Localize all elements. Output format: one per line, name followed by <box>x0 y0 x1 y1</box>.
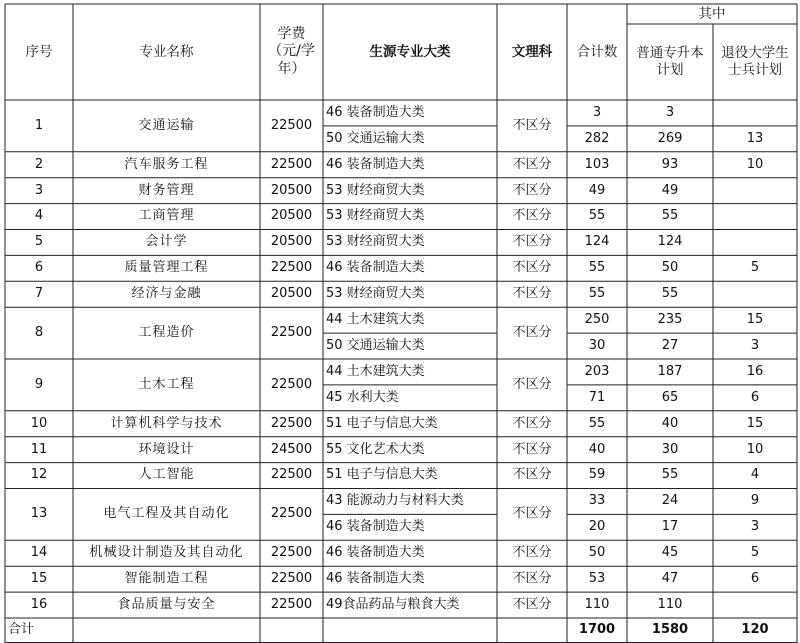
row-subject: 不区分 <box>512 596 552 612</box>
row-category: 46 装备制造大类 <box>326 545 425 561</box>
header-index: 序号 <box>25 43 53 60</box>
row-veteran: 3 <box>750 337 760 353</box>
row-major: 环境设计 <box>138 441 195 457</box>
row-subject: 不区分 <box>512 506 552 522</box>
row-category: 44 土木建筑大类 <box>326 363 425 379</box>
row-subject: 不区分 <box>512 571 552 586</box>
row-index: 3 <box>34 182 44 198</box>
row-subject: 不区分 <box>512 467 552 483</box>
row-major: 工商管理 <box>138 208 195 224</box>
row-index: 16 <box>30 596 48 612</box>
row-tuition: 22500 <box>270 376 313 392</box>
row-veteran: 4 <box>750 467 760 483</box>
row-tuition: 24500 <box>270 441 313 457</box>
row-regular: 47 <box>661 571 679 586</box>
row-tuition: 22500 <box>270 467 313 483</box>
row-subject: 不区分 <box>512 415 552 431</box>
row-subject: 不区分 <box>512 286 552 302</box>
row-tuition: 20500 <box>270 182 313 198</box>
row-regular: 40 <box>661 415 679 431</box>
row-index: 14 <box>30 545 48 561</box>
row-index: 12 <box>30 467 48 483</box>
row-total: 55 <box>588 415 606 431</box>
row-veteran <box>713 230 797 256</box>
row-index: 9 <box>34 376 44 392</box>
row-tuition: 20500 <box>270 208 313 224</box>
header-veteran: 退役大学生士兵计划 <box>721 45 789 78</box>
row-regular: 50 <box>661 260 679 276</box>
row-major: 汽车服务工程 <box>124 156 209 172</box>
row-subject: 不区分 <box>512 117 552 133</box>
row-category: 53 财经商贸大类 <box>326 234 425 250</box>
row-total: 49 <box>588 182 606 198</box>
row-major: 土木工程 <box>138 376 195 392</box>
row-tuition: 22500 <box>270 545 313 561</box>
row-category: 53 财经商贸大类 <box>326 208 425 224</box>
row-category: 45 水利大类 <box>326 389 399 405</box>
row-tuition: 22500 <box>270 156 313 172</box>
row-veteran: 6 <box>750 389 760 405</box>
row-index: 15 <box>30 571 48 586</box>
row-regular: 65 <box>661 389 679 405</box>
row-regular: 124 <box>657 234 683 250</box>
row-tuition: 22500 <box>270 415 313 431</box>
row-veteran: 13 <box>746 130 764 146</box>
row-major: 电气工程及其自动化 <box>103 506 230 522</box>
row-index: 5 <box>34 234 44 250</box>
header-total: 合计数 <box>576 43 618 60</box>
row-veteran: 10 <box>746 441 764 457</box>
row-tuition: 22500 <box>270 596 313 612</box>
footer-label: 合计 <box>8 622 35 638</box>
row-regular: 55 <box>661 286 679 302</box>
row-total: 203 <box>584 363 610 379</box>
header-major: 专业名称 <box>139 43 194 60</box>
row-veteran <box>713 204 797 230</box>
row-tuition: 22500 <box>270 571 313 586</box>
row-total: 71 <box>588 389 606 405</box>
row-index: 8 <box>34 324 44 340</box>
row-regular: 55 <box>661 467 679 483</box>
header-regular: 普通专升本计划 <box>636 45 704 78</box>
row-major: 机械设计制造及其自动化 <box>89 545 244 561</box>
row-major: 食品质量与安全 <box>117 596 216 612</box>
row-total: 20 <box>588 519 606 535</box>
row-category: 53 财经商贸大类 <box>326 286 425 302</box>
row-veteran: 6 <box>750 571 760 586</box>
row-major: 经济与金融 <box>131 286 202 302</box>
row-veteran: 5 <box>750 260 760 276</box>
row-category: 50 交通运输大类 <box>326 337 425 353</box>
row-regular: 45 <box>661 545 679 561</box>
header-group: 其中 <box>698 5 726 22</box>
row-major: 质量管理工程 <box>124 260 209 276</box>
row-category: 55 文化艺术大类 <box>326 441 425 457</box>
row-subject: 不区分 <box>512 545 552 561</box>
row-index: 6 <box>34 260 44 276</box>
row-major: 人工智能 <box>138 467 195 483</box>
row-category: 44 土木建筑大类 <box>326 312 425 327</box>
row-tuition: 22500 <box>270 260 313 276</box>
row-veteran <box>713 178 797 204</box>
row-total: 40 <box>588 441 606 457</box>
row-total: 124 <box>584 234 610 250</box>
row-major: 财务管理 <box>138 182 195 198</box>
row-category: 46 装备制造大类 <box>326 571 425 586</box>
row-veteran: 15 <box>746 312 764 327</box>
header-tuition: 学费（元/学年） <box>268 25 315 77</box>
row-regular: 269 <box>657 130 683 146</box>
row-veteran <box>713 281 797 307</box>
row-total: 55 <box>588 286 606 302</box>
row-major: 智能制造工程 <box>124 571 209 586</box>
row-tuition: 20500 <box>270 286 313 302</box>
footer-veteran: 120 <box>741 622 769 638</box>
row-regular: 3 <box>665 104 675 120</box>
row-category: 49食品药品与粮食大类 <box>326 596 460 612</box>
row-veteran <box>713 100 797 126</box>
row-subject: 不区分 <box>512 182 552 198</box>
row-regular: 93 <box>661 156 679 172</box>
row-total: 59 <box>588 467 606 483</box>
row-veteran: 16 <box>746 363 764 379</box>
row-total: 30 <box>588 337 606 353</box>
row-total: 110 <box>584 596 610 612</box>
row-veteran: 5 <box>750 545 760 561</box>
row-index: 13 <box>30 506 48 522</box>
row-index: 7 <box>34 286 44 302</box>
row-category: 46 装备制造大类 <box>326 519 425 535</box>
row-regular: 17 <box>661 519 679 535</box>
header-category: 生源专业大类 <box>369 43 451 60</box>
row-major: 交通运输 <box>138 117 195 133</box>
row-regular: 110 <box>657 596 683 612</box>
row-major: 工程造价 <box>138 324 195 340</box>
row-total: 53 <box>588 571 606 586</box>
row-subject: 不区分 <box>512 156 552 172</box>
row-regular: 30 <box>661 441 679 457</box>
row-veteran: 10 <box>746 156 764 172</box>
row-veteran <box>713 592 797 618</box>
row-regular: 24 <box>661 493 679 509</box>
row-category: 50 交通运输大类 <box>326 130 425 146</box>
row-major: 计算机科学与技术 <box>110 415 223 431</box>
row-category: 46 装备制造大类 <box>326 260 425 276</box>
row-total: 55 <box>588 208 606 224</box>
header-subject: 文理科 <box>511 43 553 60</box>
row-veteran: 15 <box>746 415 764 431</box>
row-total: 282 <box>584 130 610 146</box>
row-category: 53 财经商贸大类 <box>326 182 425 198</box>
row-category: 43 能源动力与材料大类 <box>326 493 464 509</box>
row-tuition: 22500 <box>270 506 313 522</box>
row-index: 10 <box>30 415 48 431</box>
row-index: 1 <box>34 117 44 133</box>
row-index: 2 <box>34 156 44 172</box>
row-regular: 235 <box>657 312 683 327</box>
row-veteran: 3 <box>750 519 760 535</box>
row-subject: 不区分 <box>512 324 552 340</box>
row-index: 4 <box>34 208 44 224</box>
row-category: 46 装备制造大类 <box>326 156 425 172</box>
row-category: 51 电子与信息大类 <box>326 467 438 483</box>
row-subject: 不区分 <box>512 208 552 224</box>
row-tuition: 22500 <box>270 324 313 340</box>
row-regular: 27 <box>661 337 679 353</box>
row-subject: 不区分 <box>512 260 552 276</box>
row-total: 50 <box>588 545 606 561</box>
footer-total: 1700 <box>578 622 616 638</box>
row-total: 250 <box>584 312 610 327</box>
row-total: 55 <box>588 260 606 276</box>
row-major: 会计学 <box>145 234 188 250</box>
footer-regular: 1580 <box>651 622 689 638</box>
row-total: 33 <box>588 493 606 509</box>
row-regular: 49 <box>661 182 679 198</box>
row-total: 3 <box>592 104 602 120</box>
row-tuition: 22500 <box>270 117 313 133</box>
row-regular: 187 <box>657 363 683 379</box>
row-tuition: 20500 <box>270 234 313 250</box>
row-subject: 不区分 <box>512 234 552 250</box>
row-regular: 55 <box>661 208 679 224</box>
row-subject: 不区分 <box>512 376 552 392</box>
row-veteran: 9 <box>750 493 760 509</box>
row-category: 46 装备制造大类 <box>326 104 425 120</box>
row-index: 11 <box>30 441 48 457</box>
row-category: 51 电子与信息大类 <box>326 415 438 431</box>
row-total: 103 <box>584 156 610 172</box>
row-subject: 不区分 <box>512 441 552 457</box>
